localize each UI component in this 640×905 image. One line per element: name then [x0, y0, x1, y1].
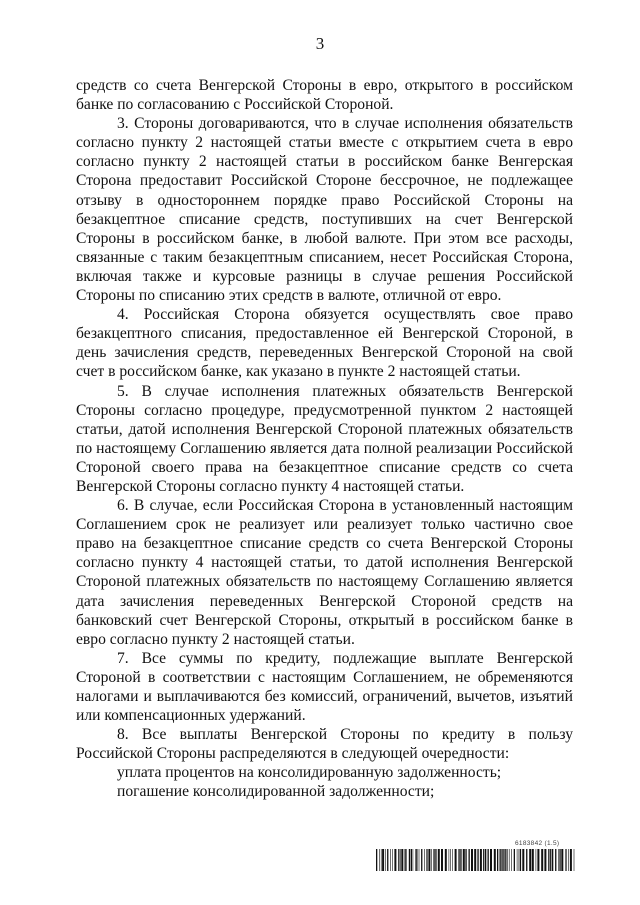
- list-item-debt-repayment: погашение консолидированной задолженности;: [117, 783, 435, 801]
- paragraph-item-5: 5. В случае исполнения платежных обязательств Венгерской Стороны согласно процедуре, предусмотренной пунктом 2 настоящей статьи, датой исполнения Венгерской Стороной платежных обязательств по настоящему Соглашению является дата полной реализации Российской Стороной своего права на безакцептное списание средств со счета Венгерской Стороны согласно пункту 4 настоящей статьи.: [76, 382, 573, 495]
- paragraph-item-7: 7. Все суммы по кредиту, подлежащие выплате Венгерской Стороной в соответствии с настоящим Соглашением, не обременяются налогами и выплачиваются без комиссий, ограничений, вычетов, изъятий или компенсационных удержаний.: [76, 649, 573, 725]
- paragraph-item-6: 6. В случае, если Российская Сторона в установленный настоящим Соглашением срок не реализует или реализует только частично свое право на безакцептное списание средств со счета Венгерской Стороны согласно пункту 4 настоящей статьи, то датой исполнения Венгерской Стороной платежных обязательств по настоящему Соглашению является дата зачисления переведенных Венгерской Стороной средств на банковский счет Венгерской Стороны, открытый в российском банке в евро согласно пункту 2 настоящей статьи.: [76, 497, 573, 648]
- paragraph-item-8: 8. Все выплаты Венгерской Стороны по кредиту в пользу Российской Стороны распределяются в следующей очередности:: [76, 726, 573, 763]
- page-number: 3: [315, 34, 325, 53]
- list-item-interest-payment: уплата процентов на консолидированную задолженность;: [117, 764, 502, 782]
- paragraph-item-3: 3. Стороны договариваются, что в случае исполнения обязательств согласно пункту 2 настоящей статьи вместе с открытием счета в евро согласно пункту 2 настоящей статьи в российском банке Венгерская Сторона предоставит Российской Стороне бессрочное, не подлежащее отзыву в одностороннем порядке право Российской Стороны на безакцептное списание средств, поступивших на счет Венгерской Стороны в российском банке, в любой валюте. При этом все расходы, связанные с таким безакцептным списанием, несет Российская Сторона, включая также и курсовые разницы в случае решения Российской Стороны по списанию этих средств в валюте, отличной от евро.: [76, 115, 573, 305]
- document-body: [76, 76, 573, 802]
- paragraph-continuation: средств со счета Венгерской Стороны в евро, открытого в российском банке по согласованию с Российской Стороной.: [76, 77, 573, 114]
- barcode-icon: [376, 849, 576, 871]
- paragraph-item-4: 4. Российская Сторона обязуется осуществлять свое право безакцептного списания, предоставленное ей Венгерской Стороной, в день зачисления средств, переведенных Венгерской Стороной на свой счет в российском банке, как указано в пункте 2 настоящей статьи.: [76, 306, 573, 381]
- document-code: 6183842 (1.5): [515, 840, 560, 847]
